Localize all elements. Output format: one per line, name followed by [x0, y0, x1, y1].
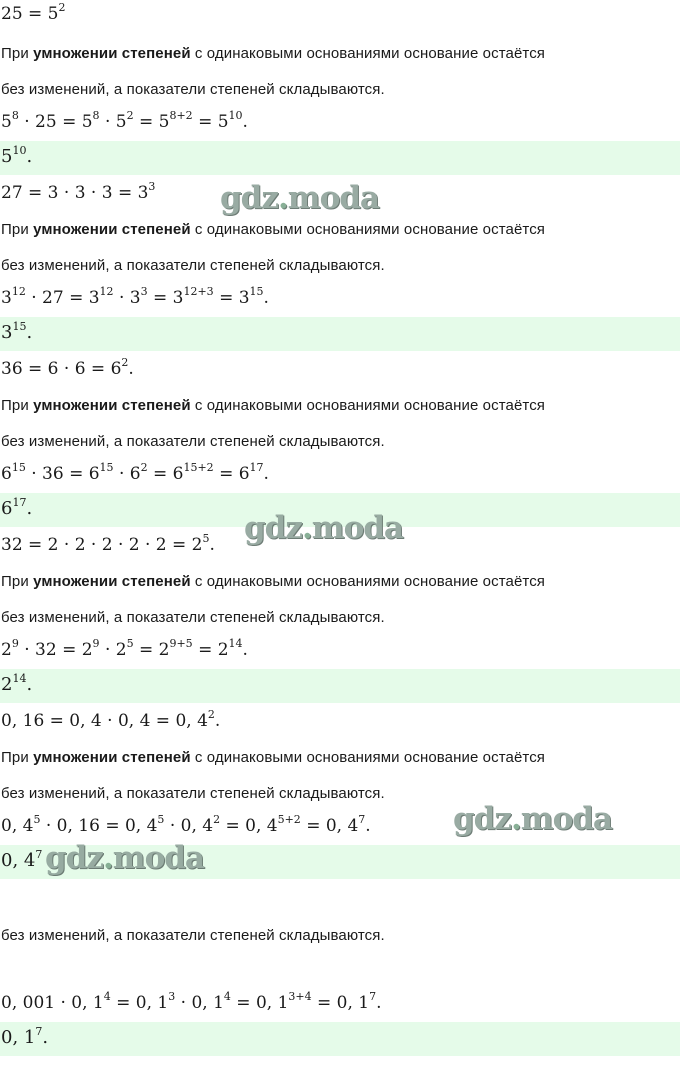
formula-product: 0, $4^5 \cdot 0$, 16 = 0, $4^5 \cdot 0$, $4^2 = 0$, $4^{5+2} = 0$, $4^7$.: [1, 813, 371, 836]
formula-36: $36 = 6 \cdot 6 = 6^2$.: [1, 356, 134, 379]
rule-text: При умножении степеней с одинаковыми основаниями основание остаётся: [1, 221, 546, 238]
formula-part: 25 = 5: [1, 4, 59, 24]
formula-product: $3^{12} \cdot 27 = 3^{12} \cdot 3^3 = 3^{12+3} = 3^{15}$.: [1, 285, 269, 308]
answer: $6^{17}$.: [1, 496, 33, 519]
rule-text: При умножении степеней с одинаковыми основаниями основание остаётся: [1, 749, 546, 766]
watermark-logo: gdz.moda: [45, 840, 205, 876]
answer-box: [0, 141, 680, 175]
rule-text-line2: без изменений, а показатели степеней складываются.: [1, 433, 385, 450]
formula-product: $2^9 \cdot 32 = 2^9 \cdot 2^5 = 2^{9+5} = 2^{14}$.: [1, 637, 248, 660]
answer-box: [0, 669, 680, 703]
answer: $5^{10}$.: [1, 144, 33, 167]
formula-product: 0, 001 · 0, $1^4 = 0$, $1^3 \cdot 0$, $1^4 = 0$, $1^{3+4} = 0$, $1^7$.: [1, 990, 382, 1013]
rule-text-line2: без изменений, а показатели степеней складываются.: [1, 785, 385, 802]
formula-27: $27 = 3 \cdot 3 \cdot 3 = 3^3$: [1, 180, 156, 203]
formula-product: $5^8 \cdot 25 = 5^8 \cdot 5^2 = 5^{8+2} = 5^{10}$.: [1, 109, 248, 132]
watermark-logo: gdz.moda: [244, 510, 404, 546]
answer: 0, $4^7$: [1, 848, 43, 871]
formula-product: $6^{15} \cdot 36 = 6^{15} \cdot 6^2 = 6^{15+2} = 6^{17}$.: [1, 461, 269, 484]
answer-box: [0, 1022, 680, 1056]
formula-32: $32 = 2 \cdot 2 \cdot 2 \cdot 2 \cdot 2 = 2^5$.: [1, 532, 215, 555]
rule-text: При умножении степеней с одинаковыми основаниями основание остаётся: [1, 397, 546, 414]
rule-text-line2: без изменений, а показатели степеней складываются.: [1, 609, 385, 626]
answer-box: [0, 317, 680, 351]
formula-016: 0, 16 = 0, 4 · 0, 4 = 0, $4^2$.: [1, 708, 221, 731]
rule-text-line2: без изменений, а показатели степеней складываются.: [1, 927, 385, 944]
answer: $2^{14}$.: [1, 672, 33, 695]
rule-text: При умножении степеней с одинаковыми основаниями основание остаётся: [1, 573, 546, 590]
formula-25: [0, 3, 680, 25]
watermark-logo: gdz.moda: [453, 801, 613, 837]
rule-bold: умножении степеней: [33, 45, 191, 62]
exponent: 2: [58, 1, 66, 15]
rule-text-line2: без изменений, а показатели степеней складываются.: [1, 257, 385, 274]
answer: $3^{15}$.: [1, 320, 33, 343]
rule-text-line2: без изменений, а показатели степеней складываются.: [1, 81, 385, 98]
watermark-logo: gdz.moda: [220, 180, 380, 216]
rule-text: При умножении степеней с одинаковыми основаниями основание остаётся: [1, 45, 546, 62]
answer: 0, $1^7$.: [1, 1025, 49, 1048]
